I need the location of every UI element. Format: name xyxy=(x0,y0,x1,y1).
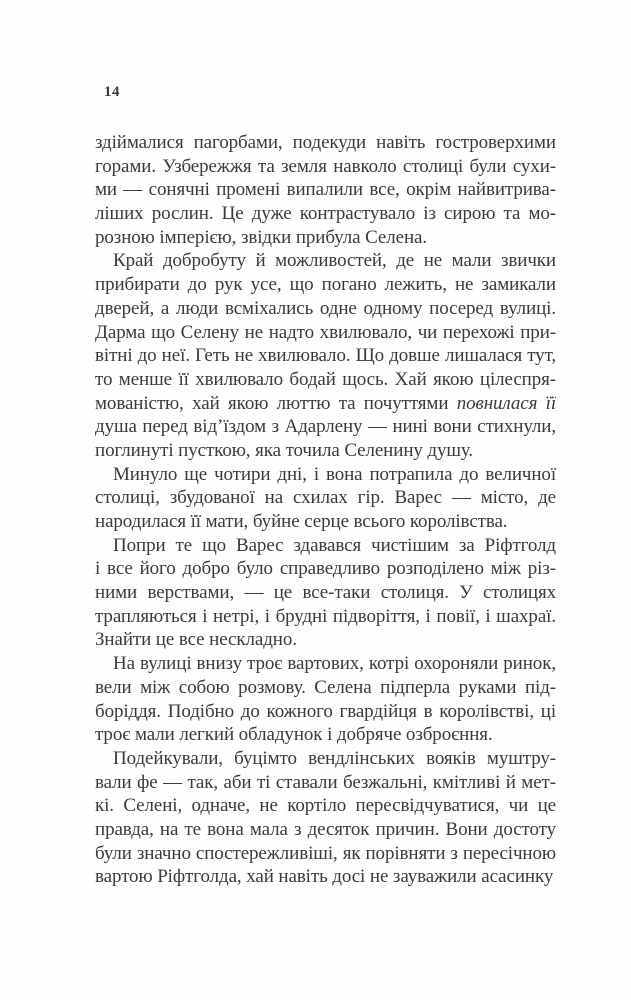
text-line: кі. Селені, одначе, не кортіло пересвідчуватися, чи це xyxy=(95,795,556,817)
text-line: Подейкували, буцімто вендлінських вояків муштру- xyxy=(113,747,556,769)
text-line: душа перед від’їздом з Адарлену — нині вони стихнули, xyxy=(95,416,556,438)
text-line: ліших рослин. Це дуже контрастувало із сирою та мо- xyxy=(95,203,556,225)
paragraph xyxy=(95,463,556,534)
text-line: ми — сонячні промені випалили все, окрім найвитрива- xyxy=(95,179,556,201)
text-block xyxy=(95,131,556,889)
text-line: столиці, збудованої на схилах гір. Варес — місто, де xyxy=(95,487,556,509)
text-line: розною імперією, звідки прибула Селена. xyxy=(95,226,428,248)
text-line: поглинуті пусткою, яка точила Селенину душу. xyxy=(95,439,474,461)
text-line: троє мали легкий обладунок і добряче озброєння. xyxy=(95,724,493,746)
text-line: вали фе — так, аби ті ставали безжальні, кмітливі й мет- xyxy=(95,771,556,793)
page-number: 14 xyxy=(104,84,120,100)
paragraph xyxy=(95,534,556,652)
text-line: народилася її мати, буйне серце всього королівства. xyxy=(95,511,508,532)
text-line: вартою Ріфтголда, хай навіть досі не зауважили асасинку xyxy=(95,866,554,888)
text-line: здіймалися пагорбами, подекуди навіть гостроверхими xyxy=(95,132,556,153)
text-line: боріддя. Подібно до кожного гвардійця в королівстві, ці xyxy=(95,700,556,722)
text-line: правда, на те вона мала з десяток причин. Вони достоту xyxy=(95,818,556,840)
text-line: Минуло ще чотири дні, і вона потрапила до величної xyxy=(113,463,556,485)
text-line: прибирати до рук усе, що погано лежить, не замикали xyxy=(95,274,556,296)
text-line: Край добробуту й можливостей, де не мали звички xyxy=(113,250,556,272)
text-line: горами. Узбережжя та земля навколо столиці були сухи- xyxy=(95,155,556,177)
text-line: ними верствами, — це все-таки столиця. У столицях xyxy=(95,582,556,604)
text-line: трапляються і нетрі, і брудні підворіття, і повії, і шахраї. xyxy=(95,605,556,627)
text-line: були значно спостережливіші, як порівняти з пересічною xyxy=(95,842,556,864)
text-line: Знайти це все нескладно. xyxy=(95,629,297,651)
paragraph xyxy=(95,249,556,462)
paragraph xyxy=(95,652,556,747)
text-line: Попри те що Варес здавався чистішим за Ріфтголд xyxy=(113,534,556,556)
italic-text: повнилася її xyxy=(456,392,556,414)
text-line: і все його добро було справедливо розподілено між різ- xyxy=(95,558,556,580)
text-line: вели між собою розмову. Селена підперла руками під- xyxy=(95,676,556,698)
text-line: то менше її хвилювало бодай щось. Хай якою цілеспря- xyxy=(95,368,556,390)
text-line: На вулиці внизу троє вартових, котрі охороняли ринок, xyxy=(113,653,556,675)
text-line: дверей, а люди всміхались одне одному посеред вулиці. xyxy=(95,297,556,319)
paragraph xyxy=(95,747,556,889)
text-line: мованістю, хай якою люттю та почуттями повнилася її xyxy=(95,392,556,414)
text-line: Дарма що Селену не надто хвилювало, чи перехожі при- xyxy=(95,321,556,343)
paragraph xyxy=(95,131,556,249)
text-line: вітні до неї. Геть не хвилювало. Що довше лишалася тут, xyxy=(95,345,556,367)
